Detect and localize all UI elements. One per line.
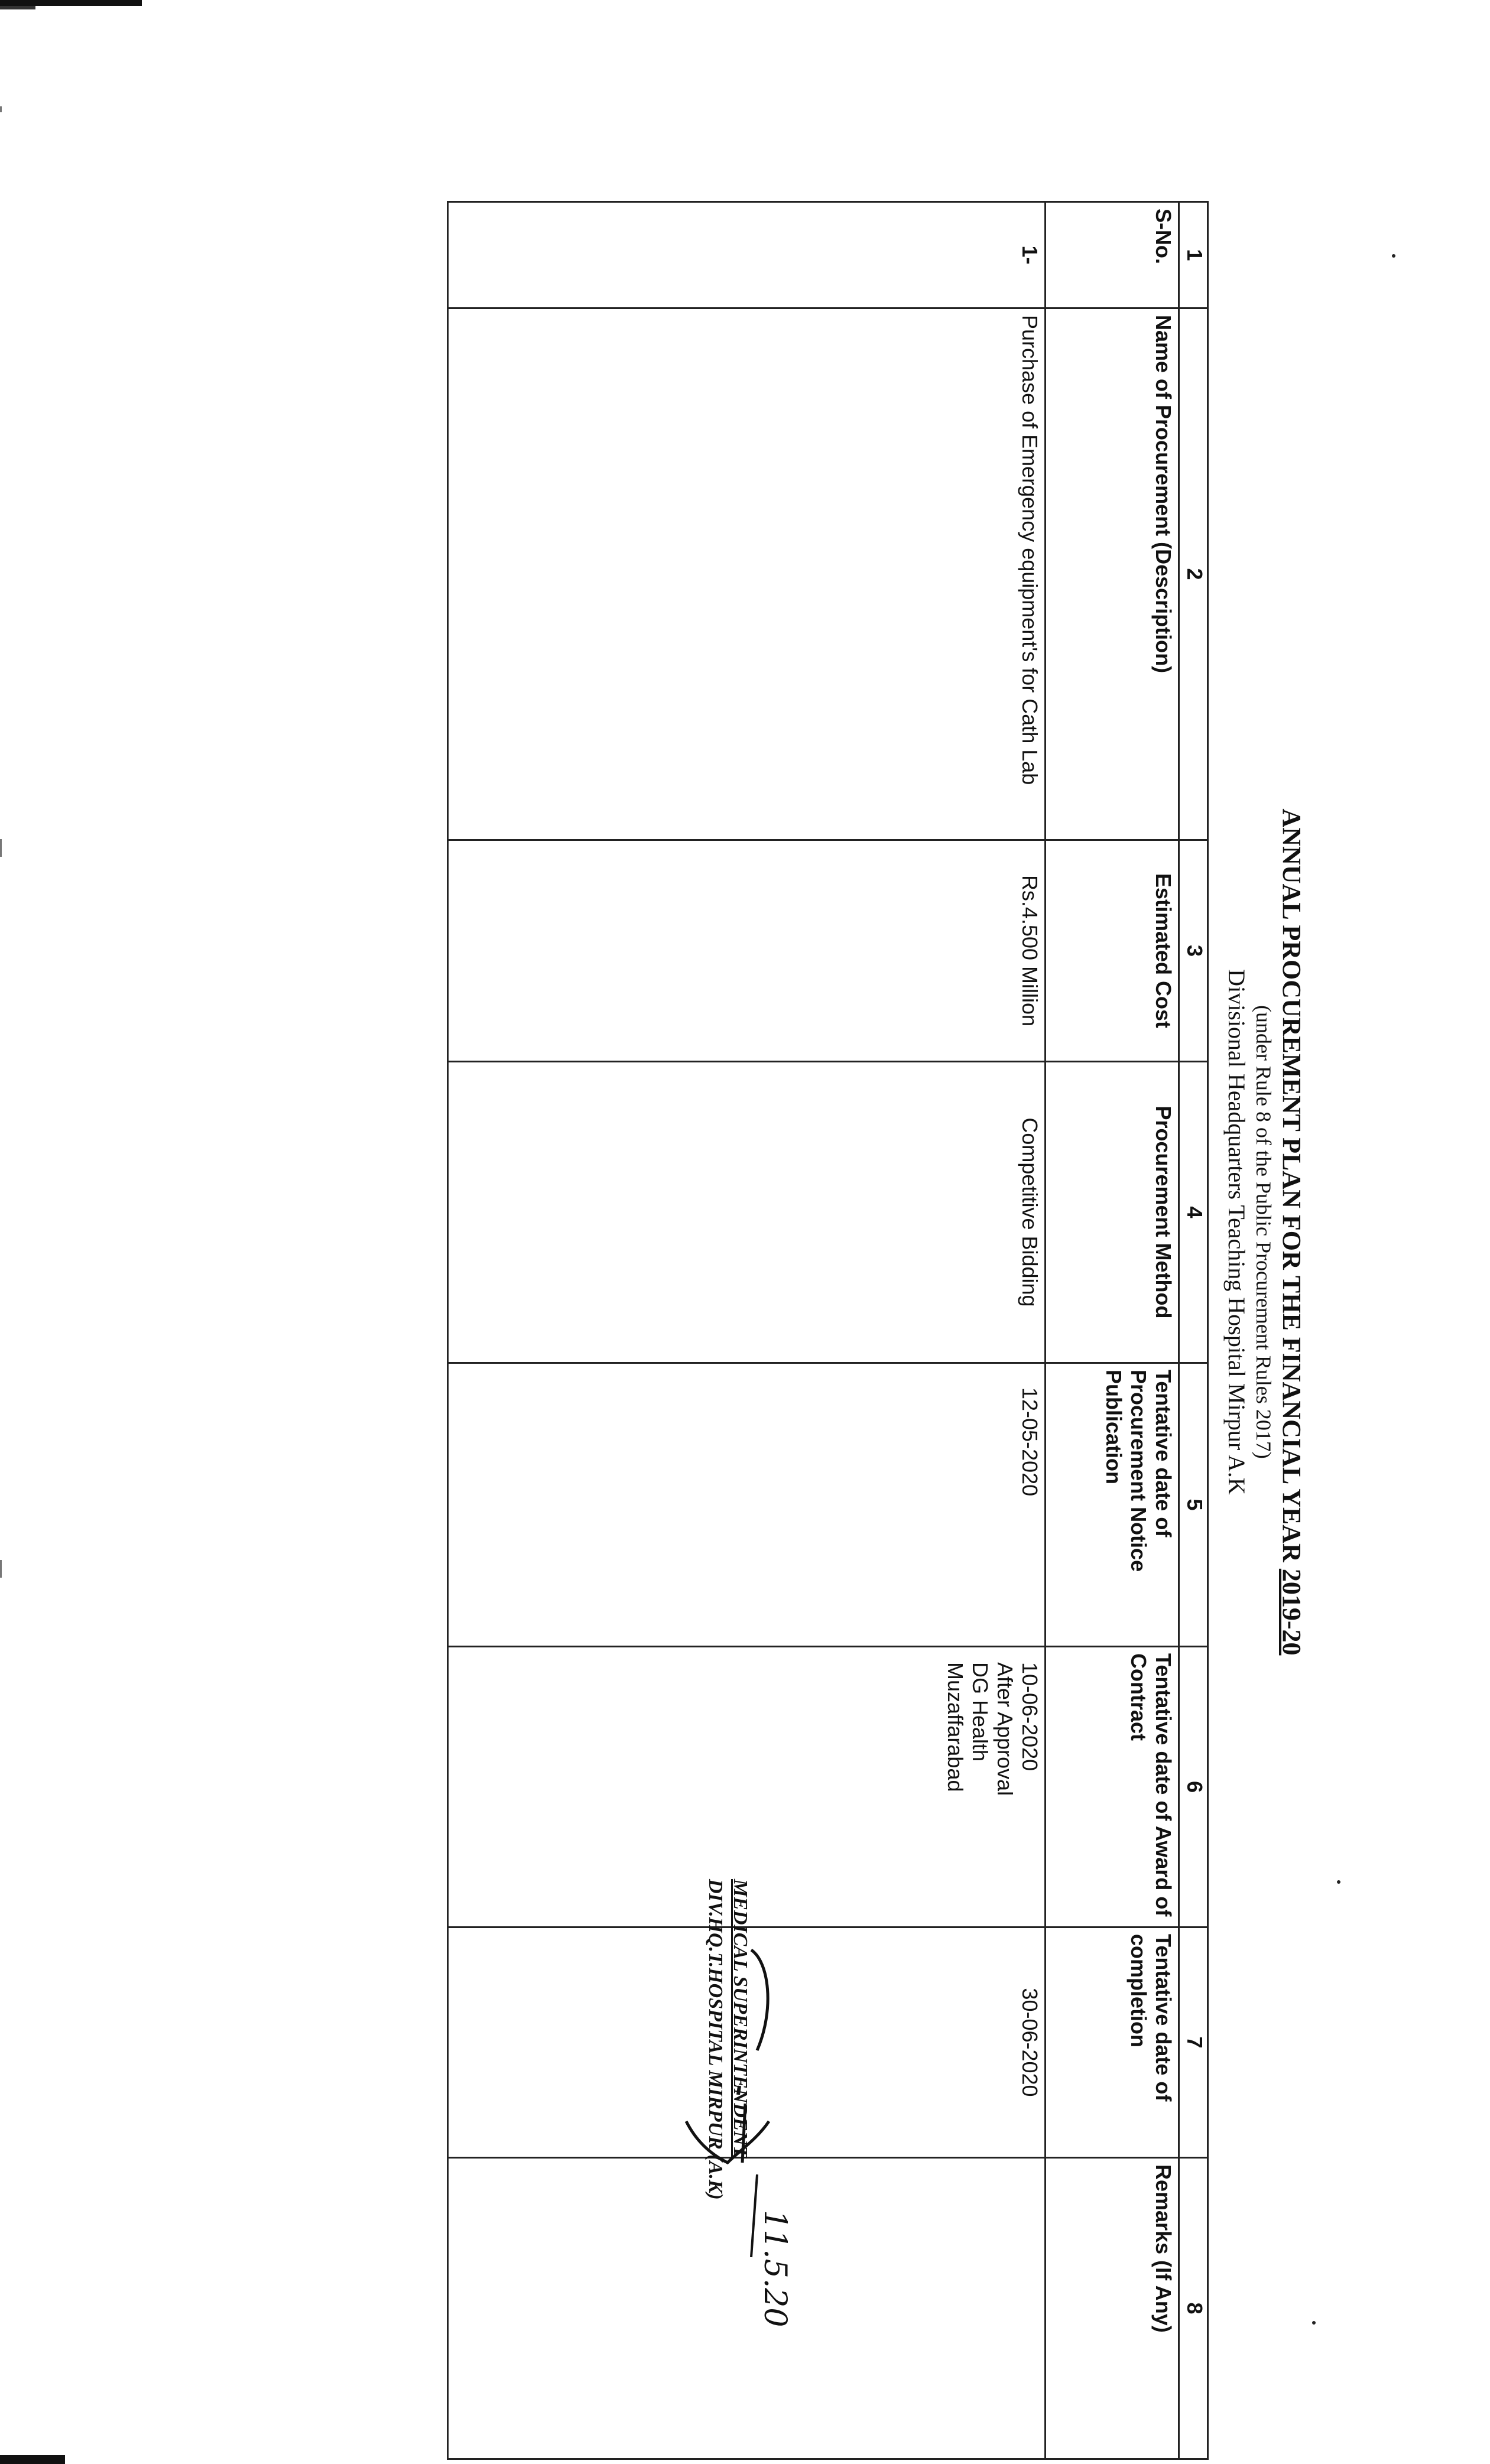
cell-method: Competitive Bidding: [448, 1062, 1046, 1363]
cell-sno: 1-: [448, 202, 1046, 308]
cell-notice-date: 12-05-2020: [448, 1363, 1046, 1647]
column-number: 6: [1179, 1647, 1208, 1927]
signature: [663, 1926, 793, 2458]
column-number: 8: [1179, 2158, 1208, 2459]
signature-mark: [663, 1926, 793, 2458]
cell-name: Purchase of Emergency equipment's for Cath Lab: [448, 308, 1046, 840]
column-number: 5: [1179, 1363, 1208, 1647]
column-number: 2: [1179, 308, 1208, 840]
column-number-row: [1179, 202, 1208, 2459]
header-award-date: Tentative date of Award of Contract: [1046, 1647, 1179, 1927]
cell-completion-date: 30-06-2020: [448, 1927, 1046, 2158]
header-method: Procurement Method: [1046, 1062, 1179, 1363]
signatory-office: DIV.HQ.T.HOSPITAL MIRPUR (A.K): [705, 1879, 726, 2200]
cell-award-note: After Approval DG Health Muzaffarabad: [943, 1662, 1017, 1796]
page-subtitle: (under Rule 8 of the Public Procurement Rules 2017): [1252, 1005, 1275, 1459]
header-remarks: Remarks (If Any): [1046, 2158, 1179, 2459]
signature-date: 11.5.20: [757, 2210, 793, 2328]
procurement-table: [447, 201, 1209, 2460]
column-number: 7: [1179, 1927, 1208, 2158]
header-completion-date: Tentative date of completion: [1046, 1927, 1179, 2158]
title-text: ANNUAL PROCUREMENT PLAN FOR THE FINANCIAL YEAR: [1277, 808, 1306, 1562]
header-row: [1046, 202, 1179, 2459]
signatory-designation: MEDICAL SUPERINTENDENT: [729, 1879, 751, 2158]
cell-cost: Rs.4.500 Million: [448, 840, 1046, 1062]
column-number: 4: [1179, 1062, 1208, 1363]
column-number: 1: [1179, 202, 1208, 308]
header-name: Name of Procurement (Description): [1046, 308, 1179, 840]
header-notice-date: Tentative date of Procurement Notice Publication: [1046, 1363, 1179, 1647]
header-cost: Estimated Cost: [1046, 840, 1179, 1062]
page-title: [1277, 0, 1307, 2464]
column-number: 3: [1179, 840, 1208, 1062]
header-sno: S-No.: [1046, 202, 1179, 308]
organization-name: Divisional Headquarters Teaching Hospital Mirpur A.K: [1223, 969, 1250, 1495]
financial-year: 2019-20: [1277, 1568, 1306, 1656]
cell-award-date: 10-06-2020: [1018, 1662, 1042, 1771]
